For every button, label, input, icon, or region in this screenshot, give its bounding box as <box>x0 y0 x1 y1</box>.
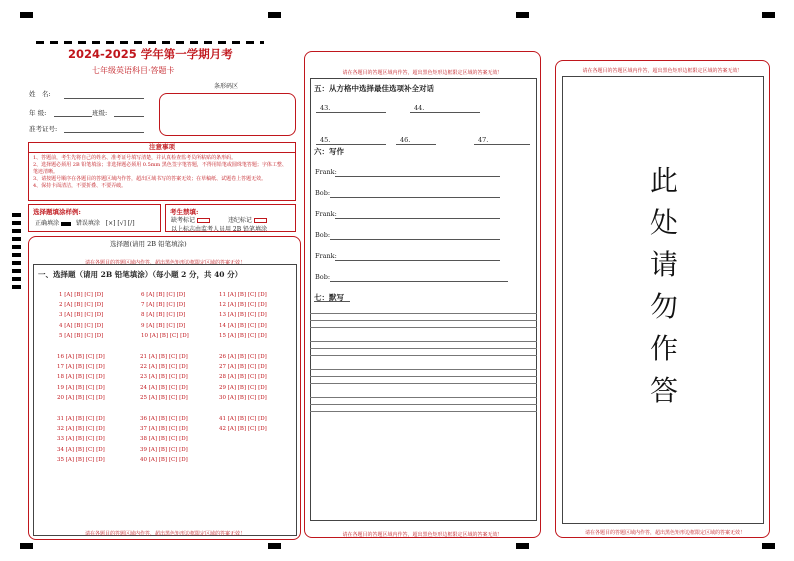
class-field[interactable] <box>114 116 144 117</box>
answer-row[interactable]: 3 [A] [B] [C] [D] <box>59 312 104 319</box>
answer-row[interactable]: 32 [A] [B] [C] [D] <box>57 426 105 433</box>
do-not-answer-char: 此 <box>649 164 678 197</box>
answer-row[interactable]: 25 [A] [B] [C] [D] <box>140 394 188 401</box>
answer-row[interactable]: 28 [A] [B] [C] [D] <box>219 374 267 381</box>
q47-label: 47. <box>478 136 489 144</box>
answer-row[interactable]: 31 [A] [B] [C] [D] <box>57 416 105 422</box>
notice-item: 2、选择题必须用 2B 铅笔填涂；非选择题必须用 0.5mm 黑色签字笔答题，不得用铅笔或圆珠笔答题；字体工整、笔迹清晰。 <box>33 162 287 175</box>
class-label: 班级: <box>92 109 108 117</box>
answer-row[interactable]: 6 [A] [B] [C] [D] <box>141 292 186 298</box>
registration-mark <box>762 543 775 549</box>
answer-row[interactable]: 42 [A] [B] [C] [D] <box>219 426 267 433</box>
dialogue-field[interactable] <box>335 176 500 177</box>
answer-row[interactable]: 40 [A] [B] [C] [D] <box>140 456 188 463</box>
grade-label: 年 级: <box>29 109 47 117</box>
answer-row[interactable]: 26 [A] [B] [C] [D] <box>219 354 267 360</box>
id-field[interactable] <box>64 132 144 133</box>
dialogue-speaker: Frank: <box>315 168 337 176</box>
answer-row[interactable]: 21 [A] [B] [C] [D] <box>140 354 188 360</box>
registration-mark <box>268 543 281 549</box>
grade-field[interactable] <box>54 116 92 117</box>
dialogue-field[interactable] <box>330 197 500 198</box>
writing-line[interactable] <box>310 348 537 349</box>
do-not-answer-char: 勿 <box>649 290 678 323</box>
answer-row[interactable]: 17 [A] [B] [C] [D] <box>57 364 105 371</box>
writing-line[interactable] <box>310 327 537 328</box>
registration-mark <box>20 12 33 18</box>
dialogue-speaker: Frank: <box>315 252 337 260</box>
do-not-answer-text <box>640 160 688 412</box>
do-not-answer-char: 答 <box>649 374 678 407</box>
registration-mark <box>516 12 529 18</box>
answer-group-3 <box>219 290 267 341</box>
q47-field[interactable] <box>474 144 530 145</box>
answer-row[interactable]: 30 [A] [B] [C] [D] <box>219 394 267 401</box>
writing-line[interactable] <box>310 404 537 405</box>
q43-field[interactable] <box>316 112 386 113</box>
answer-row[interactable]: 12 [A] [B] [C] [D] <box>219 302 267 309</box>
answer-row[interactable]: 5 [A] [B] [C] [D] <box>59 332 104 339</box>
writing-line[interactable] <box>310 355 537 356</box>
filled-box-icon <box>61 222 71 226</box>
dialogue-field[interactable] <box>335 260 500 261</box>
answer-row[interactable]: 20 [A] [B] [C] [D] <box>57 394 105 401</box>
panel-3-notice: 请在各题目的答题区域内作答，超出黑色矩形边框限定区域的答案无效！ <box>582 68 743 74</box>
fill-example-title: 选择题填涂样例: <box>33 208 81 216</box>
writing-line[interactable] <box>310 397 537 398</box>
page-subtitle: 七年级英语科目·答题卡 <box>92 66 175 75</box>
writing-line[interactable] <box>310 313 537 314</box>
answer-row[interactable]: 19 [A] [B] [C] [D] <box>57 384 105 391</box>
answer-row[interactable]: 22 [A] [B] [C] [D] <box>140 364 188 371</box>
notice-item: 1、答题前，考生先将自己的姓名、准考证号填写清楚，并认真检查监考员所粘贴的条形码。 <box>33 155 237 161</box>
section7-title: 七：默写 <box>314 293 344 302</box>
id-label: 准考证号: <box>29 125 58 133</box>
missing-checkbox[interactable] <box>197 218 210 223</box>
panel-3-footer-notice: 请在各题目的答题区域内作答，超出黑色矩形边框限定区域的答案无效！ <box>584 530 745 536</box>
section5-title: 五：从方格中选择最佳选项补全对话 <box>314 84 434 93</box>
answer-row[interactable]: 38 [A] [B] [C] [D] <box>140 436 188 443</box>
answer-row[interactable]: 16 [A] [B] [C] [D] <box>57 354 105 360</box>
notice-title: 注意事项 <box>29 143 295 153</box>
dialogue-field[interactable] <box>330 239 500 240</box>
dialogue-speaker: Bob: <box>315 231 331 239</box>
answer-row[interactable]: 15 [A] [B] [C] [D] <box>219 332 267 339</box>
notice-item: 3、请按题号顺序在各题目的答题区域内作答，超出区域书写的答案无效；在草稿纸、试题卷上答题无效。 <box>33 176 267 182</box>
answer-row[interactable]: 34 [A] [B] [C] [D] <box>57 446 105 453</box>
writing-line[interactable] <box>310 369 537 370</box>
writing-line[interactable] <box>310 341 537 342</box>
answer-row[interactable]: 4 [A] [B] [C] [D] <box>59 322 104 329</box>
mc-section-title: 一、选择题（请用 2B 铅笔填涂）（每小题 2 分，共 40 分） <box>38 270 243 279</box>
dialogue-speaker: Bob: <box>315 189 331 197</box>
answer-group-9 <box>219 414 267 434</box>
q45-label: 45. <box>320 136 331 144</box>
timing-dash-bar <box>36 41 264 44</box>
mc-notice: 请在各题目的答题区域内作答，超出黑色矩形边框限定区域的答案无效！ <box>84 260 245 266</box>
answer-row[interactable]: 10 [A] [B] [C] [D] <box>141 332 189 339</box>
q46-label: 46. <box>400 136 411 144</box>
section7-underline <box>314 301 350 302</box>
answer-row[interactable]: 1 [A] [B] [C] [D] <box>59 292 104 298</box>
name-label: 姓 名: <box>29 90 51 98</box>
answer-row[interactable]: 35 [A] [B] [C] [D] <box>57 456 105 463</box>
section6-title: 六：写作 <box>314 147 344 156</box>
barcode-area <box>159 93 296 136</box>
do-not-answer-char: 请 <box>649 248 678 281</box>
wrong-fill-marks: [×] [√] [/] <box>105 220 135 227</box>
fill-example-box <box>28 204 161 232</box>
answer-row[interactable]: 29 [A] [B] [C] [D] <box>219 384 267 391</box>
absent-note: 以上标志由监考人员用 2B 铅笔填涂 <box>171 226 268 233</box>
barcode-label: 条形码区 <box>214 83 239 90</box>
page-title: 2024-2025 学年第一学期月考 <box>68 47 233 61</box>
answer-row[interactable]: 18 [A] [B] [C] [D] <box>57 374 105 381</box>
footer-notice: 请在各题目的答题区域内作答，超出黑色矩形边框限定区域的答案无效！ <box>84 531 245 537</box>
dialogue-speaker: Bob: <box>315 273 331 281</box>
wrong-fill-label: 错误填涂 <box>75 220 100 227</box>
answer-row[interactable]: 36 [A] [B] [C] [D] <box>140 416 188 422</box>
answer-row[interactable]: 24 [A] [B] [C] [D] <box>140 384 188 391</box>
answer-group-7 <box>57 414 105 465</box>
absent-box <box>165 204 296 232</box>
answer-row[interactable]: 41 [A] [B] [C] [D] <box>219 416 267 422</box>
writing-line[interactable] <box>310 320 537 321</box>
writing-line[interactable] <box>310 383 537 384</box>
answer-row[interactable]: 7 [A] [B] [C] [D] <box>141 302 186 309</box>
absent-title: 考生禁填: <box>170 208 199 216</box>
do-not-answer-char: 处 <box>649 206 678 239</box>
mc-caption: 选择题(请用 2B 铅笔填涂) <box>110 240 187 248</box>
timing-marks-side <box>12 213 21 293</box>
answer-group-2 <box>141 290 189 341</box>
answer-row[interactable]: 11 [A] [B] [C] [D] <box>219 292 267 298</box>
registration-mark <box>20 543 33 549</box>
dialogue-field[interactable] <box>335 218 500 219</box>
writing-line[interactable] <box>310 411 537 412</box>
answer-group-4 <box>57 352 105 403</box>
q44-field[interactable] <box>410 112 480 113</box>
answer-row[interactable]: 23 [A] [B] [C] [D] <box>140 374 188 381</box>
answer-group-6 <box>219 352 267 403</box>
answer-group-5 <box>140 352 188 403</box>
answer-row[interactable]: 2 [A] [B] [C] [D] <box>59 302 104 309</box>
answer-row[interactable]: 8 [A] [B] [C] [D] <box>141 312 186 319</box>
registration-mark <box>268 12 281 18</box>
dialogue-field[interactable] <box>330 281 508 282</box>
do-not-answer-char: 作 <box>649 332 678 365</box>
notice-item: 4、保持卡面清洁，不要折叠、不要弄破。 <box>33 183 127 189</box>
answer-row[interactable]: 13 [A] [B] [C] [D] <box>219 312 267 319</box>
answer-row[interactable]: 27 [A] [B] [C] [D] <box>219 364 267 371</box>
registration-mark <box>762 12 775 18</box>
q43-label: 43. <box>320 104 331 112</box>
q45-field[interactable] <box>316 144 386 145</box>
answer-group-8 <box>140 414 188 465</box>
correct-fill-label: 正确填涂 <box>35 220 60 227</box>
dialogue-speaker: Frank: <box>315 210 337 218</box>
answer-group-1 <box>59 290 103 341</box>
cheat-label: 违纪标记 <box>227 217 252 224</box>
writing-line[interactable] <box>310 376 537 377</box>
panel-2-notice: 请在各题目的答题区域内作答，超出黑色矩形边框限定区域的答案无效！ <box>342 70 503 76</box>
panel-2-footer-notice: 请在各题目的答题区域内作答，超出黑色矩形边框限定区域的答案无效！ <box>342 532 503 538</box>
q44-label: 44. <box>414 104 425 112</box>
answer-row[interactable]: 39 [A] [B] [C] [D] <box>140 446 188 453</box>
answer-row[interactable]: 37 [A] [B] [C] [D] <box>140 426 188 433</box>
cheat-checkbox[interactable] <box>254 218 267 223</box>
q46-field[interactable] <box>396 144 436 145</box>
name-field[interactable] <box>64 98 144 99</box>
notice-box <box>28 142 296 201</box>
missing-label: 缺考标记 <box>171 217 196 224</box>
answer-row[interactable]: 14 [A] [B] [C] [D] <box>219 322 267 329</box>
registration-mark <box>516 543 529 549</box>
answer-row[interactable]: 33 [A] [B] [C] [D] <box>57 436 105 443</box>
answer-row[interactable]: 9 [A] [B] [C] [D] <box>141 322 186 329</box>
